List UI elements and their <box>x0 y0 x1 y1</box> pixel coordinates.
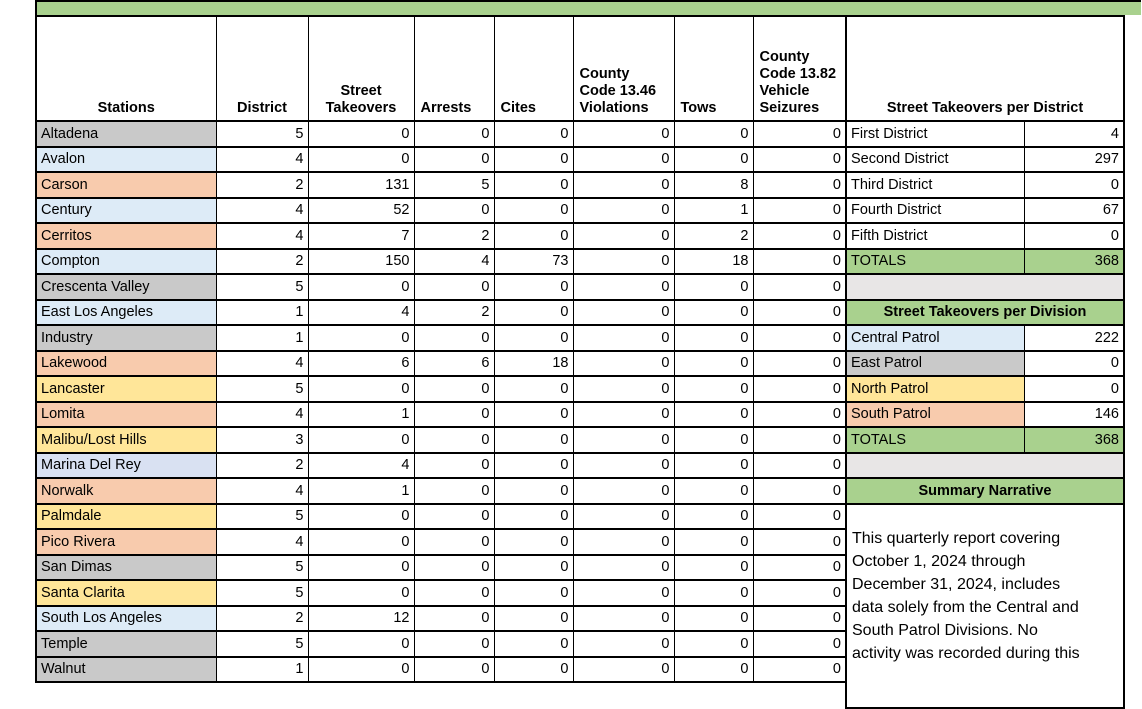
summary-value-cell[interactable]: 146 <box>1024 402 1124 428</box>
value-cell[interactable]: 0 <box>308 580 414 606</box>
value-cell[interactable]: 73 <box>494 249 573 275</box>
value-cell[interactable]: 0 <box>674 657 753 683</box>
station-row <box>36 223 846 249</box>
spacer-row <box>846 453 1124 479</box>
value-cell[interactable]: 0 <box>573 657 674 683</box>
value-cell[interactable]: 0 <box>753 274 846 300</box>
value-cell[interactable]: 0 <box>674 580 753 606</box>
station-row <box>36 300 846 326</box>
value-cell[interactable]: 0 <box>753 402 846 428</box>
value-cell[interactable]: 1 <box>308 478 414 504</box>
value-cell[interactable]: 0 <box>573 325 674 351</box>
value-cell[interactable]: 7 <box>308 223 414 249</box>
value-cell[interactable]: 0 <box>308 376 414 402</box>
spacer-cell[interactable] <box>846 453 1124 479</box>
value-cell[interactable]: 0 <box>414 580 494 606</box>
value-cell[interactable]: 0 <box>494 555 573 581</box>
value-cell[interactable]: 0 <box>414 504 494 530</box>
value-cell[interactable]: 4 <box>216 147 308 173</box>
value-cell[interactable]: 0 <box>674 325 753 351</box>
station-row <box>36 376 846 402</box>
division-totals-row <box>846 427 1124 453</box>
value-cell[interactable]: 18 <box>494 351 573 377</box>
value-cell[interactable]: 0 <box>573 172 674 198</box>
narrative-line: data solely from the Central and <box>852 598 1079 616</box>
value-cell[interactable]: 0 <box>573 580 674 606</box>
col-header-stations[interactable]: Stations <box>36 16 216 121</box>
spacer-row <box>846 274 1124 300</box>
value-cell[interactable]: 0 <box>573 376 674 402</box>
value-cell[interactable]: 4 <box>308 453 414 479</box>
value-cell[interactable]: 0 <box>753 325 846 351</box>
value-cell[interactable]: 0 <box>674 121 753 147</box>
division-summary-title[interactable]: Street Takeovers per Division <box>846 300 1124 326</box>
summary-narrative-row <box>846 504 1124 708</box>
value-cell[interactable]: 6 <box>414 351 494 377</box>
station-row <box>36 478 846 504</box>
summary-label-cell[interactable]: Fifth District <box>846 223 1024 249</box>
station-name-cell[interactable]: Avalon <box>36 147 216 173</box>
top-green-bar <box>35 0 1141 15</box>
summary-value-cell[interactable]: 368 <box>1024 427 1124 453</box>
station-row <box>36 402 846 428</box>
division-summary-row <box>846 325 1124 351</box>
value-cell[interactable]: 0 <box>753 606 846 632</box>
summary-value-cell[interactable]: 67 <box>1024 198 1124 224</box>
value-cell[interactable]: 0 <box>573 631 674 657</box>
value-cell[interactable]: 0 <box>414 147 494 173</box>
narrative-line: October 1, 2024 through <box>852 552 1026 570</box>
value-cell[interactable]: 0 <box>494 504 573 530</box>
col-header-arrests[interactable]: Arrests <box>414 16 494 121</box>
value-cell[interactable]: 0 <box>414 325 494 351</box>
station-name-cell[interactable]: Century <box>36 198 216 224</box>
value-cell[interactable]: 0 <box>414 121 494 147</box>
value-cell[interactable]: 2 <box>216 249 308 275</box>
station-name-cell[interactable]: Pico Rivera <box>36 529 216 555</box>
summary-value-cell[interactable]: 0 <box>1024 223 1124 249</box>
value-cell[interactable]: 0 <box>494 223 573 249</box>
value-cell[interactable]: 0 <box>753 172 846 198</box>
value-cell[interactable]: 0 <box>753 249 846 275</box>
division-summary-title-row <box>846 300 1124 326</box>
value-cell[interactable]: 0 <box>414 631 494 657</box>
value-cell[interactable]: 0 <box>573 300 674 326</box>
value-cell[interactable]: 131 <box>308 172 414 198</box>
value-cell[interactable]: 0 <box>308 274 414 300</box>
value-cell[interactable]: 6 <box>308 351 414 377</box>
value-cell[interactable]: 52 <box>308 198 414 224</box>
value-cell[interactable]: 0 <box>414 555 494 581</box>
value-cell[interactable]: 0 <box>573 402 674 428</box>
value-cell[interactable]: 0 <box>573 274 674 300</box>
value-cell[interactable]: 4 <box>216 351 308 377</box>
station-row <box>36 631 846 657</box>
col-header-cites[interactable]: Cites <box>494 16 573 121</box>
value-cell[interactable]: 0 <box>753 223 846 249</box>
value-cell[interactable]: 0 <box>753 121 846 147</box>
value-cell[interactable]: 0 <box>674 504 753 530</box>
station-row <box>36 580 846 606</box>
value-cell[interactable]: 0 <box>674 274 753 300</box>
value-cell[interactable]: 5 <box>216 274 308 300</box>
value-cell[interactable]: 0 <box>573 223 674 249</box>
station-name-cell[interactable]: Palmdale <box>36 504 216 530</box>
value-cell[interactable]: 8 <box>674 172 753 198</box>
narrative-line: activity was recorded during this <box>852 644 1080 662</box>
value-cell[interactable]: 0 <box>494 300 573 326</box>
col-header-street-takeovers[interactable]: Street Takeovers <box>308 16 414 121</box>
value-cell[interactable]: 0 <box>414 402 494 428</box>
district-summary-row <box>846 147 1124 173</box>
value-cell[interactable]: 0 <box>753 478 846 504</box>
station-name-cell[interactable]: Lakewood <box>36 351 216 377</box>
value-cell[interactable]: 0 <box>308 147 414 173</box>
summary-label-cell[interactable]: Third District <box>846 172 1024 198</box>
value-cell[interactable]: 0 <box>573 351 674 377</box>
value-cell[interactable]: 1 <box>674 198 753 224</box>
value-cell[interactable]: 0 <box>308 657 414 683</box>
value-cell[interactable]: 0 <box>414 606 494 632</box>
value-cell[interactable]: 0 <box>753 657 846 683</box>
summary-label-cell[interactable]: TOTALS <box>846 427 1024 453</box>
value-cell[interactable]: 0 <box>753 300 846 326</box>
summary-narrative-text[interactable] <box>846 504 1124 708</box>
value-cell[interactable]: 0 <box>494 172 573 198</box>
station-name-cell[interactable]: Norwalk <box>36 478 216 504</box>
value-cell[interactable]: 0 <box>494 121 573 147</box>
district-summary-row <box>846 172 1124 198</box>
value-cell[interactable]: 1 <box>216 325 308 351</box>
value-cell[interactable]: 12 <box>308 606 414 632</box>
station-row <box>36 198 846 224</box>
summary-label-cell[interactable]: TOTALS <box>846 249 1024 275</box>
station-row <box>36 529 846 555</box>
value-cell[interactable]: 4 <box>216 478 308 504</box>
value-cell[interactable]: 0 <box>308 529 414 555</box>
summary-value-cell[interactable]: 0 <box>1024 172 1124 198</box>
value-cell[interactable]: 0 <box>494 529 573 555</box>
division-summary-row <box>846 351 1124 377</box>
station-name-cell[interactable]: Marina Del Rey <box>36 453 216 479</box>
division-summary-row <box>846 402 1124 428</box>
station-name-cell[interactable]: Industry <box>36 325 216 351</box>
summary-label-cell[interactable]: South Patrol <box>846 402 1024 428</box>
value-cell[interactable]: 0 <box>414 657 494 683</box>
value-cell[interactable]: 0 <box>573 198 674 224</box>
value-cell[interactable]: 0 <box>674 402 753 428</box>
value-cell[interactable]: 5 <box>216 631 308 657</box>
value-cell[interactable]: 5 <box>216 121 308 147</box>
value-cell[interactable]: 0 <box>308 325 414 351</box>
value-cell[interactable]: 0 <box>573 555 674 581</box>
summary-value-cell[interactable]: 297 <box>1024 147 1124 173</box>
value-cell[interactable]: 0 <box>573 529 674 555</box>
value-cell[interactable]: 18 <box>674 249 753 275</box>
value-cell[interactable]: 0 <box>494 402 573 428</box>
station-row <box>36 249 846 275</box>
value-cell[interactable]: 0 <box>494 325 573 351</box>
value-cell[interactable]: 0 <box>414 376 494 402</box>
station-name-cell[interactable]: San Dimas <box>36 555 216 581</box>
stations-table <box>35 15 847 683</box>
summary-label-cell[interactable]: First District <box>846 121 1024 147</box>
district-summary-header-row <box>846 16 1124 121</box>
value-cell[interactable]: 4 <box>308 300 414 326</box>
value-cell[interactable]: 0 <box>308 427 414 453</box>
value-cell[interactable]: 4 <box>216 223 308 249</box>
col-header-district[interactable]: District <box>216 16 308 121</box>
district-totals-row <box>846 249 1124 275</box>
value-cell[interactable]: 1 <box>216 657 308 683</box>
station-name-cell[interactable]: Santa Clarita <box>36 580 216 606</box>
value-cell[interactable]: 5 <box>216 555 308 581</box>
value-cell[interactable]: 0 <box>494 274 573 300</box>
value-cell[interactable]: 0 <box>494 427 573 453</box>
col-header-county-code-13-82-vehicle-seizures[interactable]: County Code 13.82 Vehicle Seizures <box>753 16 846 121</box>
summary-value-cell[interactable]: 0 <box>1024 351 1124 377</box>
value-cell[interactable]: 2 <box>216 453 308 479</box>
summary-value-cell[interactable]: 4 <box>1024 121 1124 147</box>
value-cell[interactable]: 0 <box>753 351 846 377</box>
value-cell[interactable]: 2 <box>414 223 494 249</box>
station-name-cell[interactable]: East Los Angeles <box>36 300 216 326</box>
summary-value-cell[interactable]: 222 <box>1024 325 1124 351</box>
summary-label-cell[interactable]: Central Patrol <box>846 325 1024 351</box>
value-cell[interactable]: 0 <box>753 453 846 479</box>
station-name-cell[interactable]: South Los Angeles <box>36 606 216 632</box>
value-cell[interactable]: 5 <box>414 172 494 198</box>
summary-value-cell[interactable]: 368 <box>1024 249 1124 275</box>
station-name-cell[interactable]: Lomita <box>36 402 216 428</box>
value-cell[interactable]: 0 <box>494 376 573 402</box>
station-name-cell[interactable]: Temple <box>36 631 216 657</box>
value-cell[interactable]: 0 <box>308 504 414 530</box>
station-row <box>36 274 846 300</box>
value-cell[interactable]: 0 <box>494 453 573 479</box>
value-cell[interactable]: 4 <box>216 402 308 428</box>
value-cell[interactable]: 0 <box>414 198 494 224</box>
value-cell[interactable]: 5 <box>216 376 308 402</box>
value-cell[interactable]: 0 <box>674 427 753 453</box>
value-cell[interactable]: 0 <box>573 427 674 453</box>
value-cell[interactable]: 0 <box>753 580 846 606</box>
station-name-cell[interactable]: Compton <box>36 249 216 275</box>
value-cell[interactable]: 0 <box>494 657 573 683</box>
district-summary-row <box>846 198 1124 224</box>
value-cell[interactable]: 2 <box>216 172 308 198</box>
value-cell[interactable]: 5 <box>216 504 308 530</box>
value-cell[interactable]: 2 <box>216 606 308 632</box>
station-row <box>36 555 846 581</box>
value-cell[interactable]: 0 <box>674 351 753 377</box>
value-cell[interactable]: 1 <box>216 300 308 326</box>
value-cell[interactable]: 2 <box>674 223 753 249</box>
value-cell[interactable]: 0 <box>494 198 573 224</box>
value-cell[interactable]: 0 <box>674 147 753 173</box>
value-cell[interactable]: 0 <box>674 478 753 504</box>
station-row <box>36 147 846 173</box>
value-cell[interactable]: 0 <box>674 376 753 402</box>
station-row <box>36 453 846 479</box>
station-name-cell[interactable]: Lancaster <box>36 376 216 402</box>
value-cell[interactable]: 0 <box>414 453 494 479</box>
station-row <box>36 121 846 147</box>
division-summary-row <box>846 376 1124 402</box>
summary-narrative-title-row <box>846 478 1124 504</box>
narrative-line: This quarterly report covering <box>852 529 1061 547</box>
station-name-cell[interactable]: Walnut <box>36 657 216 683</box>
col-header-county-code-13-46-violations[interactable]: County Code 13.46 Violations <box>573 16 674 121</box>
station-row <box>36 351 846 377</box>
station-name-cell[interactable]: Carson <box>36 172 216 198</box>
stations-table-header <box>36 16 846 121</box>
value-cell[interactable]: 0 <box>308 555 414 581</box>
station-row <box>36 172 846 198</box>
station-row <box>36 427 846 453</box>
station-name-cell[interactable]: Cerritos <box>36 223 216 249</box>
value-cell[interactable]: 0 <box>494 631 573 657</box>
value-cell[interactable]: 0 <box>753 147 846 173</box>
summary-label-cell[interactable]: Fourth District <box>846 198 1024 224</box>
value-cell[interactable]: 0 <box>753 504 846 530</box>
value-cell[interactable]: 4 <box>414 249 494 275</box>
value-cell[interactable]: 0 <box>573 249 674 275</box>
station-name-cell[interactable]: Altadena <box>36 121 216 147</box>
value-cell[interactable]: 0 <box>414 427 494 453</box>
value-cell[interactable]: 0 <box>674 300 753 326</box>
value-cell[interactable]: 0 <box>414 529 494 555</box>
value-cell[interactable]: 0 <box>674 529 753 555</box>
value-cell[interactable]: 5 <box>216 580 308 606</box>
district-summary-row <box>846 121 1124 147</box>
value-cell[interactable]: 0 <box>573 121 674 147</box>
station-name-cell[interactable]: Malibu/Lost Hills <box>36 427 216 453</box>
summary-panel <box>845 15 1125 709</box>
value-cell[interactable]: 150 <box>308 249 414 275</box>
value-cell[interactable]: 0 <box>573 478 674 504</box>
station-row <box>36 657 846 683</box>
district-summary-title[interactable]: Street Takeovers per District <box>846 16 1124 121</box>
value-cell[interactable]: 0 <box>308 631 414 657</box>
value-cell[interactable]: 0 <box>573 504 674 530</box>
value-cell[interactable]: 0 <box>414 478 494 504</box>
value-cell[interactable]: 0 <box>674 631 753 657</box>
value-cell[interactable]: 0 <box>674 606 753 632</box>
value-cell[interactable]: 0 <box>308 121 414 147</box>
value-cell[interactable]: 4 <box>216 198 308 224</box>
value-cell[interactable]: 0 <box>494 580 573 606</box>
value-cell[interactable]: 0 <box>573 606 674 632</box>
summary-label-cell[interactable]: North Patrol <box>846 376 1024 402</box>
value-cell[interactable]: 0 <box>753 427 846 453</box>
value-cell[interactable]: 4 <box>216 529 308 555</box>
value-cell[interactable]: 0 <box>753 376 846 402</box>
value-cell[interactable]: 0 <box>753 198 846 224</box>
summary-value-cell[interactable]: 0 <box>1024 376 1124 402</box>
value-cell[interactable]: 0 <box>753 555 846 581</box>
value-cell[interactable]: 2 <box>414 300 494 326</box>
value-cell[interactable]: 0 <box>494 606 573 632</box>
summary-label-cell[interactable]: Second District <box>846 147 1024 173</box>
station-row <box>36 325 846 351</box>
value-cell[interactable]: 0 <box>494 147 573 173</box>
station-row <box>36 606 846 632</box>
value-cell[interactable]: 0 <box>674 555 753 581</box>
value-cell[interactable]: 0 <box>414 274 494 300</box>
narrative-line: December 31, 2024, includes <box>852 575 1061 593</box>
summary-narrative-title[interactable]: Summary Narrative <box>846 478 1124 504</box>
station-name-cell[interactable]: Crescenta Valley <box>36 274 216 300</box>
summary-label-cell[interactable]: East Patrol <box>846 351 1024 377</box>
value-cell[interactable]: 3 <box>216 427 308 453</box>
value-cell[interactable]: 0 <box>573 147 674 173</box>
district-summary-row <box>846 223 1124 249</box>
narrative-line: South Patrol Divisions. No <box>852 621 1038 639</box>
value-cell[interactable]: 0 <box>753 529 846 555</box>
value-cell[interactable]: 1 <box>308 402 414 428</box>
value-cell[interactable]: 0 <box>674 453 753 479</box>
station-row <box>36 504 846 530</box>
col-header-tows[interactable]: Tows <box>674 16 753 121</box>
value-cell[interactable]: 0 <box>753 631 846 657</box>
spacer-cell[interactable] <box>846 274 1124 300</box>
value-cell[interactable]: 0 <box>494 478 573 504</box>
value-cell[interactable]: 0 <box>573 453 674 479</box>
